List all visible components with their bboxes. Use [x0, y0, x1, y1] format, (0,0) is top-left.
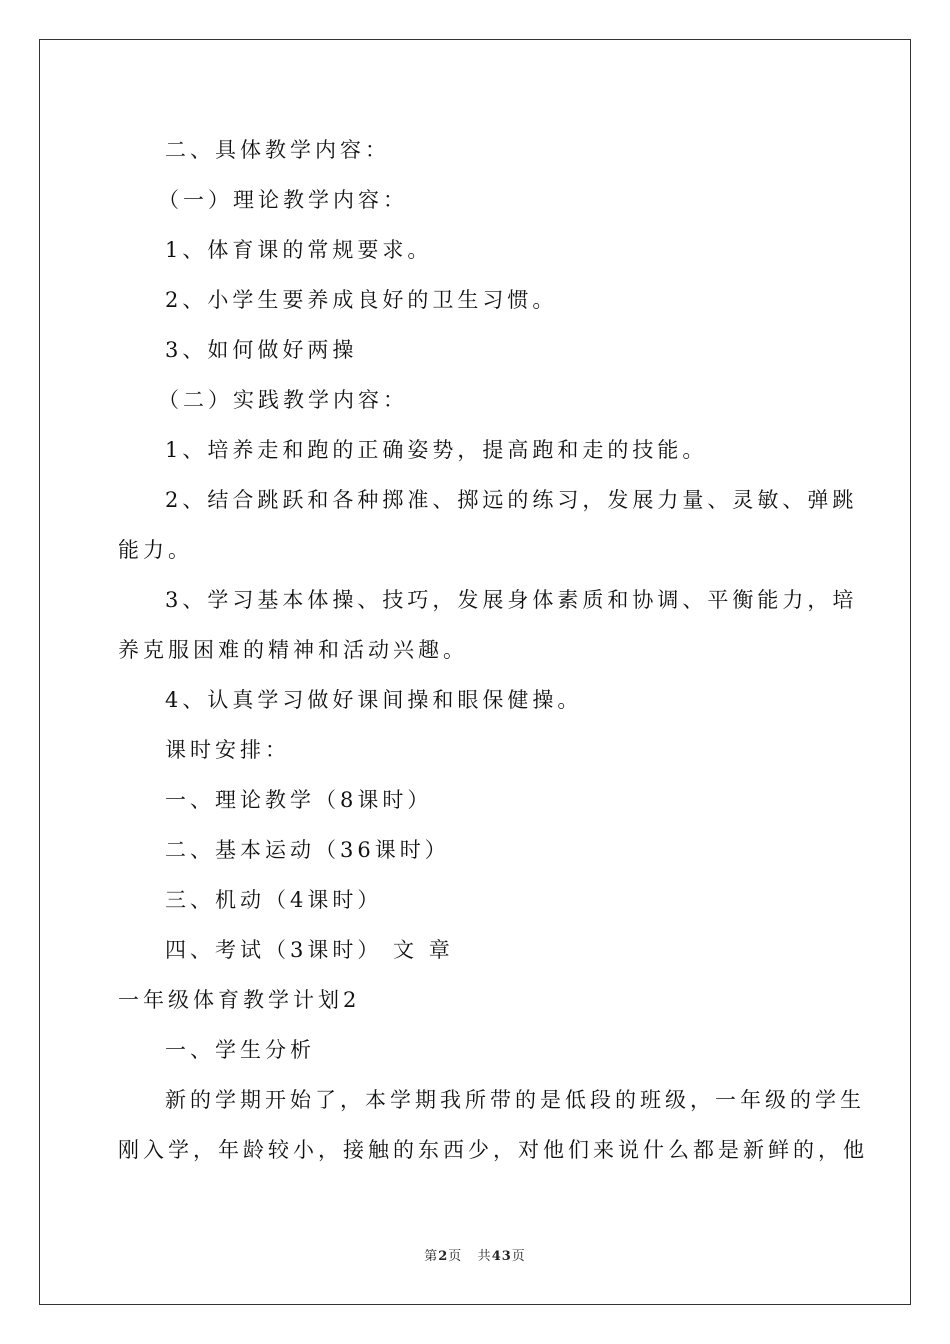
text-line: 一、理论教学（8课时） — [165, 788, 433, 812]
footer-page-suffix: 页 — [448, 1249, 463, 1264]
text-line: 养克服困难的精神和活动兴趣。 — [118, 638, 468, 662]
text-line: 二、基本运动（36课时） — [165, 838, 450, 862]
text-line: 1、体育课的常规要求。 — [165, 238, 433, 262]
text-line: 二、具体教学内容： — [165, 138, 390, 162]
document-title: 一年级体育教学计划2 — [118, 988, 361, 1012]
section-heading: 一、学生分析 — [165, 1038, 315, 1062]
page-footer — [0, 1248, 950, 1266]
text-line: 2、小学生要养成良好的卫生习惯。 — [165, 288, 558, 312]
footer-total-prefix: 共 — [477, 1249, 492, 1264]
text-line: 四、考试（3课时） 文 章 — [165, 938, 454, 962]
text-line: 2、结合跳跃和各种掷准、掷远的练习，发展力量、灵敏、弹跳 — [165, 488, 858, 512]
text-line: 1、培养走和跑的正确姿势，提高跑和走的技能。 — [165, 438, 708, 462]
text-line: 4、认真学习做好课间操和眼保健操。 — [165, 688, 583, 712]
section-heading: 课时安排： — [165, 738, 290, 762]
text-line: 新的学期开始了，本学期我所带的是低段的班级，一年级的学生 — [165, 1088, 865, 1112]
text-line: 三、机动（4课时） — [165, 888, 383, 912]
text-line: （一）理论教学内容： — [158, 188, 408, 212]
text-line: 刚入学，年龄较小，接触的东西少，对他们来说什么都是新鲜的，他 — [118, 1138, 868, 1162]
text-line: 能力。 — [118, 538, 193, 562]
footer-page-number: 2 — [438, 1249, 449, 1264]
footer-total-suffix: 页 — [511, 1249, 526, 1264]
text-line: 3、如何做好两操 — [165, 338, 358, 362]
text-line: 3、学习基本体操、技巧，发展身体素质和协调、平衡能力，培 — [165, 588, 858, 612]
page-border — [39, 39, 911, 1305]
footer-total-pages: 43 — [491, 1249, 512, 1264]
footer-prefix: 第 — [424, 1249, 439, 1264]
text-line: （二）实践教学内容： — [158, 388, 408, 412]
